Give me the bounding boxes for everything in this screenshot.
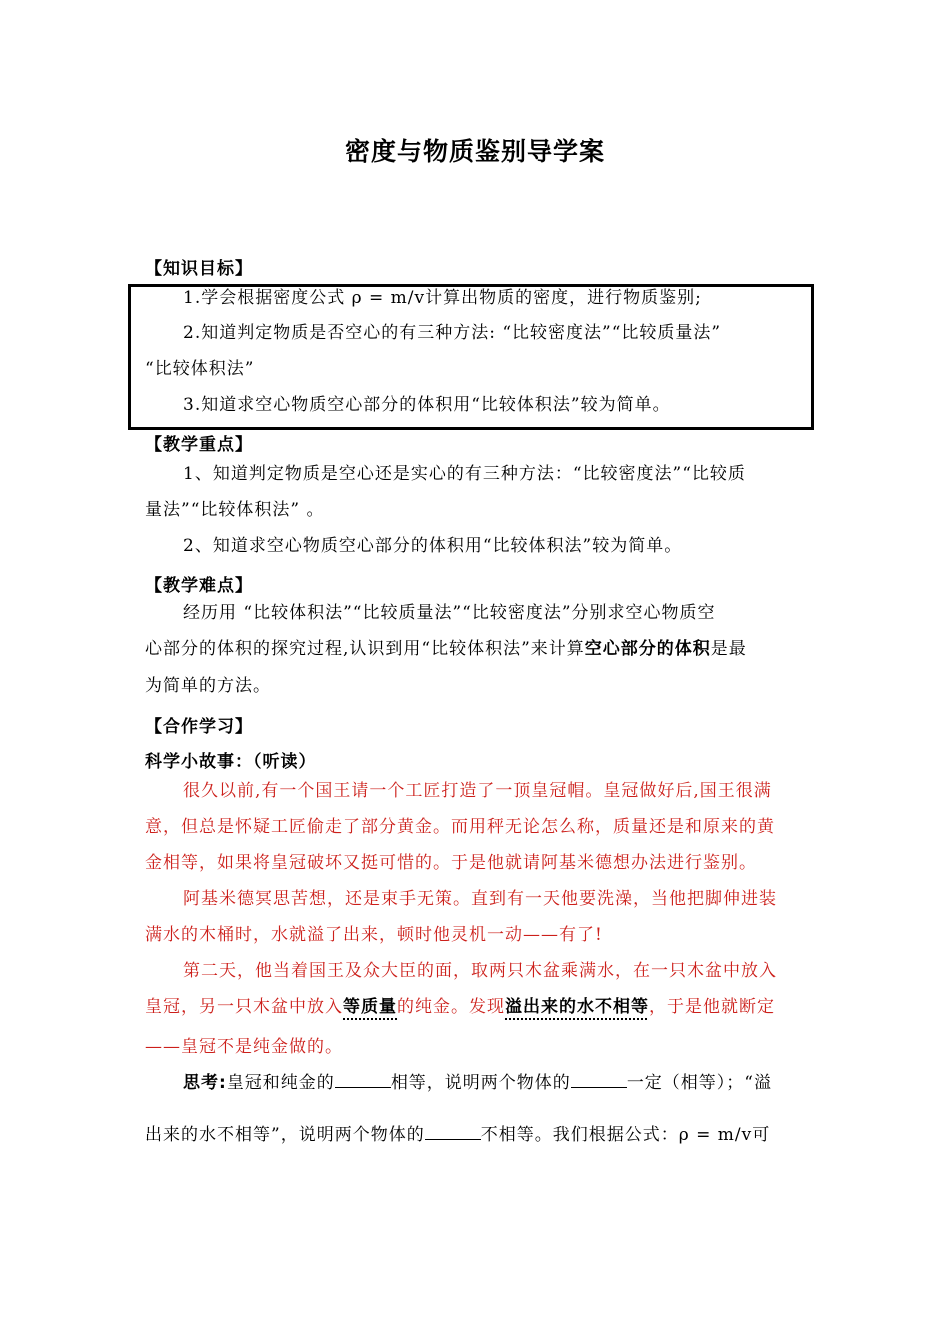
story-p2-line-2: 满水的木桶时，水就溢了出来，顿时他灵机一动——有了! [145,925,603,945]
story-heading: 科学小故事：（听读） [145,752,317,772]
key-point-1: 1、知道判定物质是空心还是实心的有三种方法：“比较密度法”“比较质 [183,464,746,484]
goal-line-1: 1.学会根据密度公式 ρ = m/v计算出物质的密度，进行物质鉴别; [183,288,702,308]
story-p1-line-1: 很久以前,有一个国王请一个工匠打造了一顶皇冠帽。皇冠做好后,国王很满 [183,781,772,801]
difficulties-heading: 【教学难点】 [145,576,253,596]
difficulty-line-1: 经历用 “比较体积法”“比较质量法”“比较密度法”分别求空心物质空 [183,603,716,623]
think-line-2: 出来的水不相等”，说明两个物体的 不相等。我们根据公式：ρ = m/v可 [145,1125,771,1145]
key-points-heading: 【教学重点】 [145,435,253,455]
page-title: 密度与物质鉴别导学案 [344,137,605,166]
think-label: 思考: [183,1073,227,1093]
hollow-volume-emphasis: 空心部分的体积 [584,639,711,659]
story-p3-line-2: 皇冠，另一只木盆中放入等质量的纯金。发现溢出来的水不相等，于是他就断定 [145,997,775,1017]
answer-blank-2[interactable] [571,1073,627,1088]
goal-line-2-cont: “比较体积法” [145,359,255,379]
goal-line-2: 2.知道判定物质是否空心的有三种方法: “比较密度法”“比较质量法” [183,323,722,343]
story-p1-line-2: 意，但总是怀疑工匠偷走了部分黄金。而用秤无论怎么称，质量还是和原来的黄 [145,817,775,837]
cooperation-heading: 【合作学习】 [145,717,253,737]
difficulty-line-2: 心部分的体积的探究过程,认识到用“比较体积法”来计算空心部分的体积是最 [145,639,747,659]
story-p1-line-3: 金相等，如果将皇冠破坏又挺可惜的。于是他就请阿基米德想办法进行鉴别。 [145,853,757,873]
overflow-water-emphasis: 溢出来的水不相等 [505,997,649,1017]
difficulty-line-3: 为简单的方法。 [145,676,271,696]
key-point-1-cont: 量法”“比较体积法” 。 [145,500,325,520]
equal-mass-emphasis: 等质量 [343,997,397,1017]
answer-blank-3[interactable] [425,1125,481,1140]
think-line-1: 思考:皇冠和纯金的 相等，说明两个物体的 一定（相等）；“溢 [183,1073,773,1093]
story-p2-line-1: 阿基米德冥思苦想，还是束手无策。直到有一天他要洗澡，当他把脚伸进装 [183,889,777,909]
answer-blank-1[interactable] [335,1073,391,1088]
knowledge-goals-heading: 【知识目标】 [145,259,253,279]
key-point-2: 2、知道求空心物质空心部分的体积用“比较体积法”较为简单。 [183,536,683,556]
story-p3-line-3: ——皇冠不是纯金做的。 [145,1037,343,1057]
goal-line-3: 3.知道求空心物质空心部分的体积用“比较体积法”较为简单。 [183,395,671,415]
story-p3-line-1: 第二天，他当着国王及众大臣的面，取两只木盆乘满水，在一只木盆中放入 [183,961,777,981]
